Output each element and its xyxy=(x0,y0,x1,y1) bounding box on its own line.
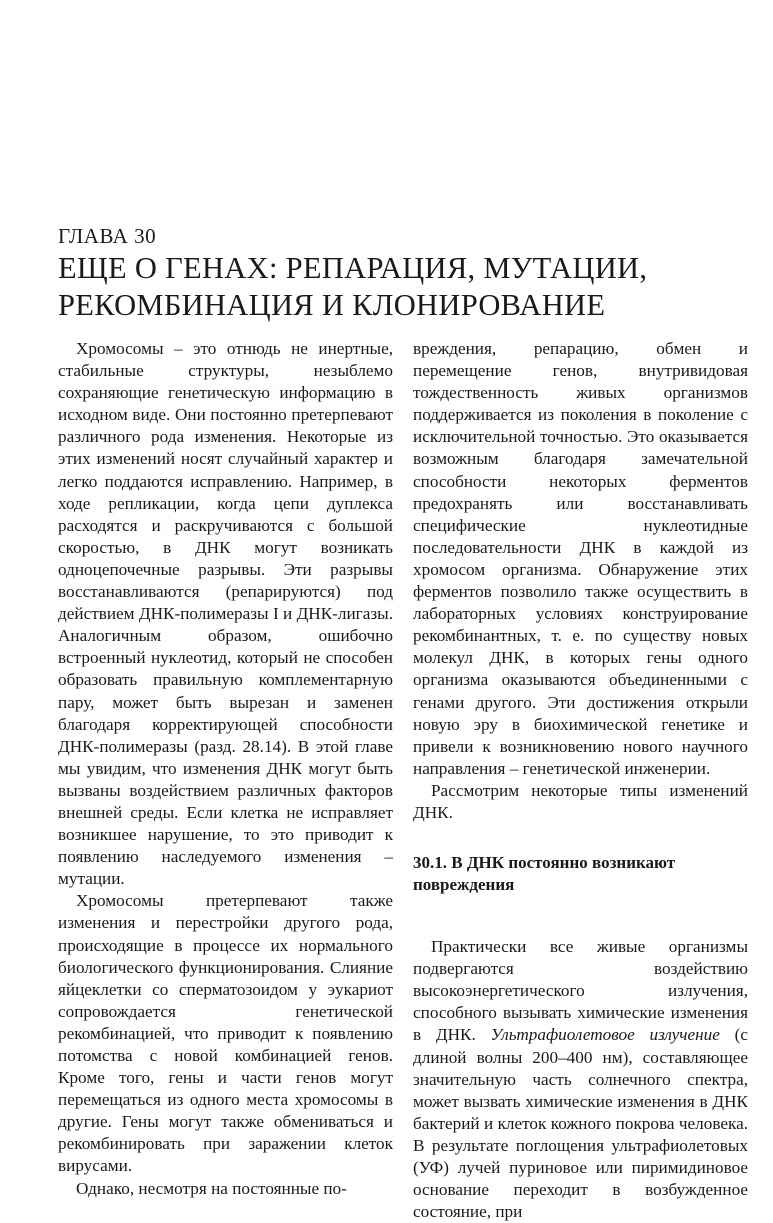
paragraph-3-start: Практически все живые организмы подвергаются воздействию высокоэнергетического излучения, способного вызывать химические изменения в ДНК. xyxy=(413,937,748,1045)
paragraph-3-end: (с длиной волны 200–400 нм), составляющее значительную часть солнечного спектра, может вызвать химические изменения в ДНК бактерий и клеток кожного покрова человека. В результате поглощения ультрафиолетовых (УФ) лучей пуриновое или пиримидиновое основание переходит в возбужденное состояние, при xyxy=(413,1025,748,1222)
left-paragraph-2: Хромосомы претерпевают также изменения и перестройки другого рода, происходящие в процессе их нормального биологического функционирования. Слияние яйцеклетки со сперматозоидом у эукариот сопровождается генетической рекомбинацией, что приводит к появлению потомства с новой комбинацией генов. Кроме того, гены и части генов могут перемещаться из одного места хромосомы в другие. Гены могут также обмениваться и рекомбинировать при заражении клеток вирусами. xyxy=(58,891,393,1176)
chapter-label: ГЛАВА 30 xyxy=(58,224,157,248)
left-paragraph-1: Хромосомы – это отнюдь не инертные, стабильные структуры, незыблемо сохраняющие генетическую информацию в исходном виде. Они постоянно претерпевают различного рода изменения. Некоторые из этих изменений носят случайный характер и легко поддаются исправлению. Например, в ходе репликации, когда цепи дуплекса расходятся и раскручиваются с большой скоростью, в ДНК могут возникать одноцепочечные разрывы. Эти разрывы восстанавливаются (репарируются) под действием ДНК-полимеразы I и ДНК-лигазы. Аналогичным образом, ошибочно встроенный нуклеотид, который не способен образовать правильную комплементарную пару, может быть вырезан и заменен благодаря корректирующей способности ДНК-полимеразы (разд. 28.14). В этой главе мы увидим, что изменения ДНК могут быть вызваны воздействием различных факторов внешней среды. Если клетка не исправляет возникшее нарушение, то это приводит к появлению наследуемого изменения – мутации. xyxy=(58,339,393,889)
uv-radiation-term: Ультрафиолетовое излучение xyxy=(490,1025,720,1045)
chapter-title: ЕЩЕ О ГЕНАХ: РЕПАРАЦИЯ, МУТАЦИИ, РЕКОМБИНАЦИЯ И КЛОНИРОВАНИЕ xyxy=(58,251,648,322)
left-column xyxy=(58,338,393,1200)
left-paragraph-3: Однако, несмотря на постоянные по- xyxy=(76,1178,347,1198)
right-paragraph-3 xyxy=(413,936,748,1223)
right-column xyxy=(413,338,748,1223)
right-paragraph-1: вреждения, репарацию, обмен и перемещение генов, внутривидовая тождественность живых организмов поддерживается из поколения в поколение с исключительной точностью. Это оказывается возможным благодаря замечательной способности некоторых ферментов предохранять или восстанавливать специфические нуклеотидные последовательности ДНК в каждой из хромосом организма. Обнаружение этих ферментов позволило также осуществить в лабораторных условиях конструирование рекомбинантных, т. е. по существу новых молекул ДНК, в которых гены одного организма оказываются объединенными с генами другого. Эти достижения открыли новую эру в биохимической генетике и привели к возникновению нового научного направления – генетической инженерии. xyxy=(413,339,748,778)
section-heading xyxy=(413,852,748,896)
right-paragraph-2: Рассмотрим некоторые типы изменений ДНК. xyxy=(413,780,748,822)
section-number: 30.1. xyxy=(413,853,447,873)
section-title: В ДНК постоянно возникают повреждения xyxy=(413,853,676,895)
